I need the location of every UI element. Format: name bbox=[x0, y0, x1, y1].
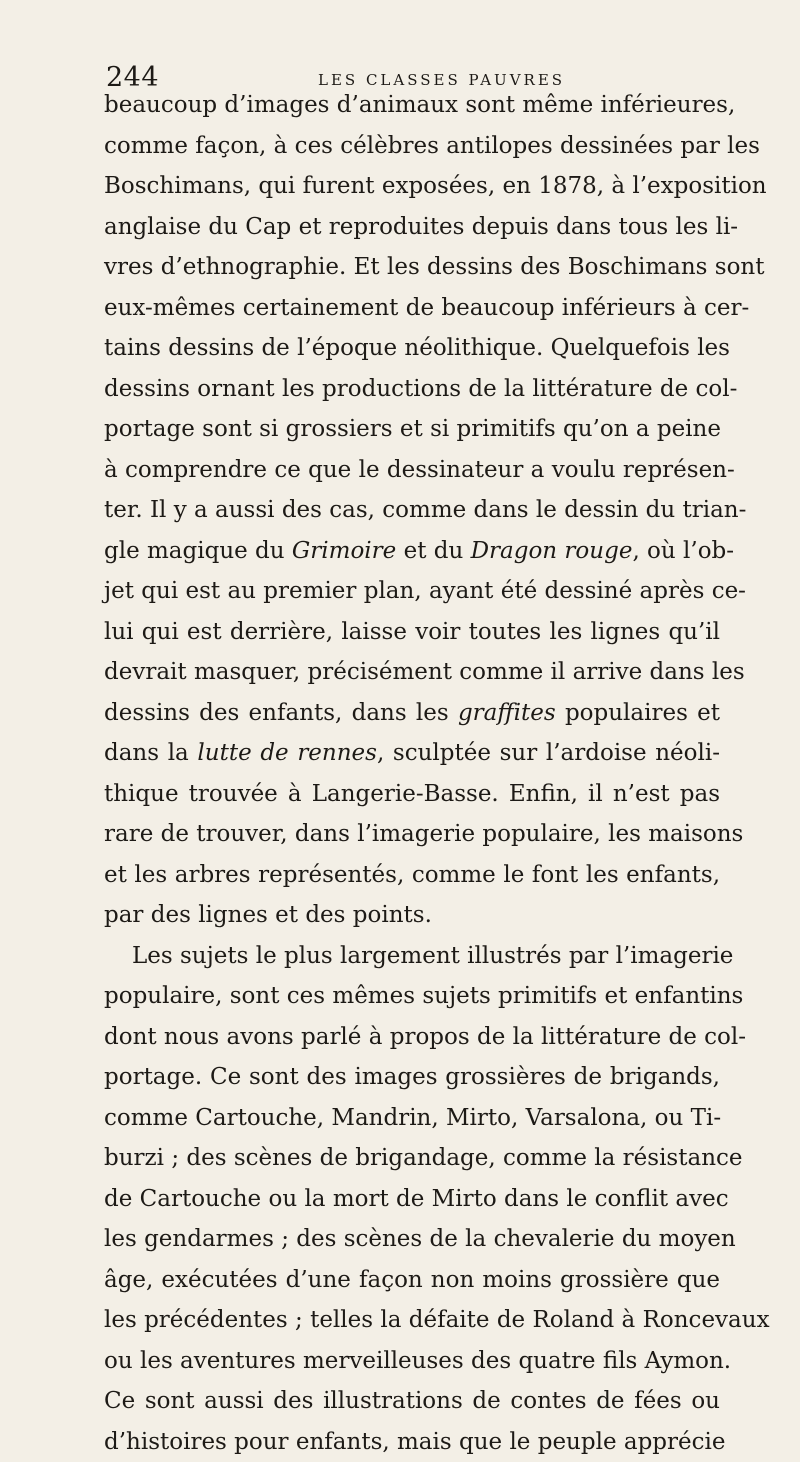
text-line bbox=[104, 247, 720, 288]
text-line bbox=[104, 774, 720, 815]
italic-title: Grimoire bbox=[292, 538, 396, 564]
text-line bbox=[104, 490, 720, 531]
italic-title: graffites bbox=[458, 700, 556, 726]
text-segment: comme Cartouche, Mandrin, Mirto, Varsalona, ou Ti- bbox=[104, 1105, 721, 1131]
text-segment: dans la bbox=[104, 740, 197, 766]
text-segment: Boschimans, qui furent exposées, en 1878, à l’exposition bbox=[104, 173, 767, 199]
text-segment: vres d’ethnographie. Et les dessins des Boschimans sont bbox=[104, 254, 765, 280]
text-line bbox=[104, 693, 720, 734]
text-line bbox=[104, 814, 720, 855]
text-line bbox=[104, 1017, 720, 1058]
text-segment: thique trouvée à Langerie-Basse. Enfin, il n’est pas bbox=[104, 781, 720, 807]
text-segment: portage. Ce sont des images grossières de brigands, bbox=[104, 1064, 720, 1090]
text-segment: Les sujets le plus largement illustrés par l’imagerie bbox=[132, 943, 733, 969]
text-segment: dessins ornant les productions de la littérature de col- bbox=[104, 376, 737, 402]
text-segment: dont nous avons parlé à propos de la littérature de col- bbox=[104, 1024, 746, 1050]
text-line bbox=[104, 450, 720, 491]
text-segment: âge, exécutées d’une façon non moins grossière que bbox=[104, 1267, 720, 1293]
text-line bbox=[104, 571, 720, 612]
text-segment: anglaise du Cap et reproduites depuis dans tous les li- bbox=[104, 214, 738, 240]
text-segment: beaucoup d’images d’animaux sont même inférieures, bbox=[104, 92, 735, 118]
text-line bbox=[104, 1057, 720, 1098]
italic-title: Dragon rouge bbox=[471, 538, 633, 564]
text-segment: ou les aventures merveilleuses des quatre fils Aymon. bbox=[104, 1348, 731, 1374]
text-segment: et du bbox=[396, 538, 470, 564]
text-line bbox=[104, 409, 720, 450]
text-line bbox=[104, 1219, 720, 1260]
text-segment: rare de trouver, dans l’imagerie populaire, les maisons bbox=[104, 821, 743, 847]
text-line bbox=[104, 166, 720, 207]
text-segment: les précédentes ; telles la défaite de Roland à Roncevaux bbox=[104, 1307, 770, 1333]
text-line bbox=[104, 1179, 720, 1220]
text-line bbox=[104, 531, 720, 572]
text-segment: populaires et bbox=[556, 700, 720, 726]
body-text bbox=[104, 85, 720, 1462]
text-line bbox=[104, 85, 720, 126]
page-number: 244 bbox=[106, 62, 159, 93]
text-line bbox=[104, 652, 720, 693]
text-segment: par des lignes et des points. bbox=[104, 902, 432, 928]
text-line bbox=[104, 126, 720, 167]
text-line bbox=[104, 369, 720, 410]
text-segment: Ce sont aussi des illustrations de contes de fées ou bbox=[104, 1388, 720, 1414]
text-line bbox=[104, 612, 720, 653]
text-line bbox=[104, 1138, 720, 1179]
text-line bbox=[104, 1341, 720, 1382]
text-line bbox=[104, 733, 720, 774]
text-segment: à comprendre ce que le dessinateur a voulu représen- bbox=[104, 457, 735, 483]
text-line bbox=[104, 1381, 720, 1422]
text-segment: devrait masquer, précisément comme il arrive dans les bbox=[104, 659, 745, 685]
text-segment: ter. Il y a aussi des cas, comme dans le dessin du trian- bbox=[104, 497, 746, 523]
text-segment: jet qui est au premier plan, ayant été dessiné après ce- bbox=[104, 578, 746, 604]
text-segment: tains dessins de l’époque néolithique. Quelquefois les bbox=[104, 335, 730, 361]
text-line bbox=[104, 207, 720, 248]
text-line bbox=[104, 1300, 720, 1341]
text-line bbox=[104, 936, 720, 977]
running-title: LES CLASSES PAUVRES bbox=[318, 71, 565, 89]
text-segment: de Cartouche ou la mort de Mirto dans le conflit avec bbox=[104, 1186, 729, 1212]
text-line bbox=[104, 1098, 720, 1139]
text-segment: populaire, sont ces mêmes sujets primitifs et enfantins bbox=[104, 983, 743, 1009]
text-segment: gle magique du bbox=[104, 538, 292, 564]
text-line bbox=[104, 855, 720, 896]
text-line bbox=[104, 976, 720, 1017]
text-line bbox=[104, 328, 720, 369]
text-line bbox=[104, 895, 720, 936]
text-segment: les gendarmes ; des scènes de la chevalerie du moyen bbox=[104, 1226, 736, 1252]
text-segment: eux-mêmes certainement de beaucoup inférieurs à cer- bbox=[104, 295, 749, 321]
text-segment: burzi ; des scènes de brigandage, comme la résistance bbox=[104, 1145, 743, 1171]
text-segment: et les arbres représentés, comme le font les enfants, bbox=[104, 862, 720, 888]
text-line bbox=[104, 1422, 720, 1462]
text-segment: , sculptée sur l’ardoise néoli- bbox=[377, 740, 720, 766]
text-segment: , où l’ob- bbox=[632, 538, 734, 564]
text-segment: d’histoires pour enfants, mais que le peuple apprécie bbox=[104, 1429, 725, 1455]
text-segment: dessins des enfants, dans les bbox=[104, 700, 458, 726]
text-line bbox=[104, 288, 720, 329]
text-line bbox=[104, 1260, 720, 1301]
text-segment: comme façon, à ces célèbres antilopes dessinées par les bbox=[104, 133, 760, 159]
text-segment: lui qui est derrière, laisse voir toutes les lignes qu’il bbox=[104, 619, 720, 645]
italic-title: lutte de rennes bbox=[197, 740, 377, 766]
text-segment: portage sont si grossiers et si primitifs qu’on a peine bbox=[104, 416, 721, 442]
